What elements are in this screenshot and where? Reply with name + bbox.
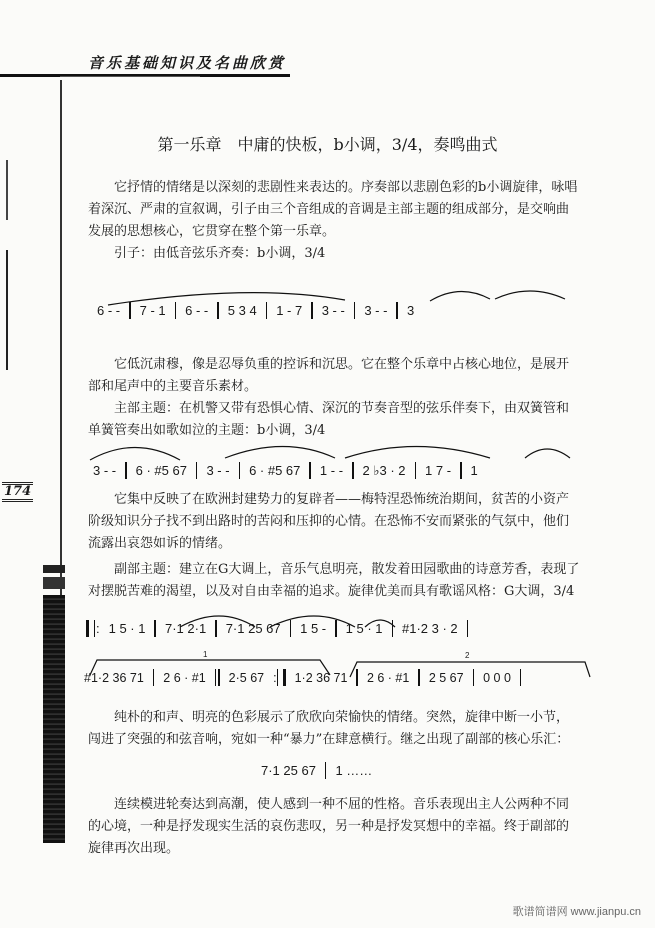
measure: 7·1 25 67 xyxy=(225,621,281,636)
section-title: 第一乐章 中庸的快板，b小调，3/4，奏鸣曲式 xyxy=(157,135,498,154)
measure: 6 · #5 67 xyxy=(249,463,301,478)
measure: 2 6 · #1 xyxy=(366,670,410,685)
running-header: 音乐基础知识及名曲欣赏 xyxy=(88,54,287,72)
measure: 1 5 · 1 xyxy=(345,621,383,636)
measure: 6 - - xyxy=(97,303,121,318)
text-line: 它抒情的情绪是以深刻的悲剧性来表达的。序奏部以悲剧色彩的b小调旋律，咏唱 xyxy=(114,180,578,195)
measure: 1 - 7 xyxy=(276,303,303,318)
notation-intro xyxy=(88,302,608,319)
measure: 3 - - xyxy=(321,303,345,318)
repeat-end xyxy=(277,669,286,686)
text-line: 它集中反映了在欧洲封建势力的复辟者——梅特涅恐怖统治期间，贫苦的小资产 xyxy=(114,492,570,507)
text-line: 发展的思想核心，它贯穿在整个第一乐章。 xyxy=(88,224,336,239)
paragraph-intro xyxy=(88,177,608,265)
notation-second-theme-line1: : 1 5 · 1 7·1 2·1 7·1 25 67 1 5 - 1 5 · 1 #1·2 3 · 2 xyxy=(86,620,606,637)
measure: #1·2 36 71 xyxy=(84,670,144,685)
notation-core-motif xyxy=(252,762,655,779)
volta-2-label: 2 xyxy=(465,651,470,660)
measure: 1 5 · 1 xyxy=(108,621,146,636)
paragraph-2 xyxy=(88,354,608,442)
text-line: 的心境，一种是抒发现实生活的哀伤悲叹，另一种是抒发冥想中的幸福。终于副部的 xyxy=(88,819,570,834)
measure: 3 - - xyxy=(364,303,388,318)
text-line: 对摆脱苦难的渴望，以及对自由幸福的追求。旋律优美而具有歌谣风格：G大调，3/4 xyxy=(88,584,575,599)
notation-main-theme xyxy=(84,462,604,479)
text-line: 着深沉、严肃的宣叙调，引子由三个音组成的音调是主部主题的组成部分，是交响曲 xyxy=(88,202,570,217)
scan-edge-line xyxy=(6,250,8,370)
measure: 3 xyxy=(406,303,415,318)
measure: 1·2 36 71 xyxy=(294,670,348,685)
text-line: 闯进了突强的和弦音响，宛如一种“暴力”在肆意横行。继之出现了副部的核心乐汇： xyxy=(88,732,570,747)
measure: 0 0 0 xyxy=(483,670,511,685)
measure: 7·1 25 67 xyxy=(261,763,316,778)
measure: 2 6 · #1 xyxy=(163,670,206,685)
notation-second-theme-line2: #1·2 36 71 2 6 · #1 2·5 67 : 1·2 36 71 2 6 · #1 2 5 67 0 0 0 xyxy=(84,669,604,686)
measure: 3 - - xyxy=(206,463,230,478)
text-line: 单簧管奏出如歌如泣的主题：b小调，3/4 xyxy=(88,423,326,438)
text-line: 主部主题：在机警又带有恐惧心情、深沉的节奏音型的弦乐伴奏下，由双簧管和 xyxy=(114,401,570,416)
measure: 1 - - xyxy=(319,463,344,478)
text-line: 阶级知识分子找不到出路时的苦闷和压抑的心情。在恐怖不安而紧张的气氛中，他们 xyxy=(88,514,570,529)
text-line: 它低沉肃穆，像是忍辱负重的控诉和沉思。它在整个乐章中占核心地位，是展开 xyxy=(114,357,570,372)
text-line: 连续模进轮奏达到高潮，使人感到一种不屈的性格。音乐表现出主人公两种不同 xyxy=(114,797,570,812)
measure: 2 5 67 xyxy=(428,670,464,685)
measure: 6 · #5 67 xyxy=(135,463,187,478)
margin-rule xyxy=(60,80,62,610)
paragraph-4 xyxy=(88,489,608,603)
measure: 7 - 1 xyxy=(139,303,166,318)
text-line: 部和尾声中的主要音乐素材。 xyxy=(88,379,258,394)
text-line: 纯朴的和声、明亮的色彩展示了欣欣向荣愉快的情绪。突然，旋律中断一小节， xyxy=(114,710,570,725)
paragraph-7 xyxy=(88,794,608,860)
text-line: 旋律再次出现。 xyxy=(88,841,180,856)
text-line: 流露出哀怨如诉的情绪。 xyxy=(88,536,232,551)
measure: 2 ♭3 · 2 xyxy=(362,462,406,478)
measure: 6 - - xyxy=(185,303,209,318)
measure: 7·1 2·1 xyxy=(164,621,207,636)
measure: 5 3 4 xyxy=(227,303,257,318)
watermark: 歌谱简谱网 www.jianpu.cn xyxy=(512,906,641,918)
measure: 3 - - xyxy=(93,463,117,478)
header-rule-thin xyxy=(60,76,200,77)
intro-label: 引子：由低音弦乐齐奏：b小调，3/4 xyxy=(114,246,326,261)
measure: #1·2 3 · 2 xyxy=(402,621,458,636)
scan-edge-line xyxy=(6,160,8,220)
volta-1-label: 1 xyxy=(203,650,208,659)
page-number: 174 xyxy=(2,482,33,502)
measure: 1 5 - xyxy=(300,621,327,636)
measure: 1 7 - xyxy=(425,463,452,478)
measure: 1 xyxy=(470,463,478,478)
margin-decoration xyxy=(43,595,65,843)
measure: 1 …… xyxy=(335,763,373,778)
measure: 2·5 67 xyxy=(228,670,265,685)
repeat-start xyxy=(86,620,95,637)
text-line: 副部主题：建立在G大调上，音乐气息明亮，散发着田园歌曲的诗意芳香，表现了 xyxy=(114,562,580,577)
paragraph-6 xyxy=(88,707,608,751)
